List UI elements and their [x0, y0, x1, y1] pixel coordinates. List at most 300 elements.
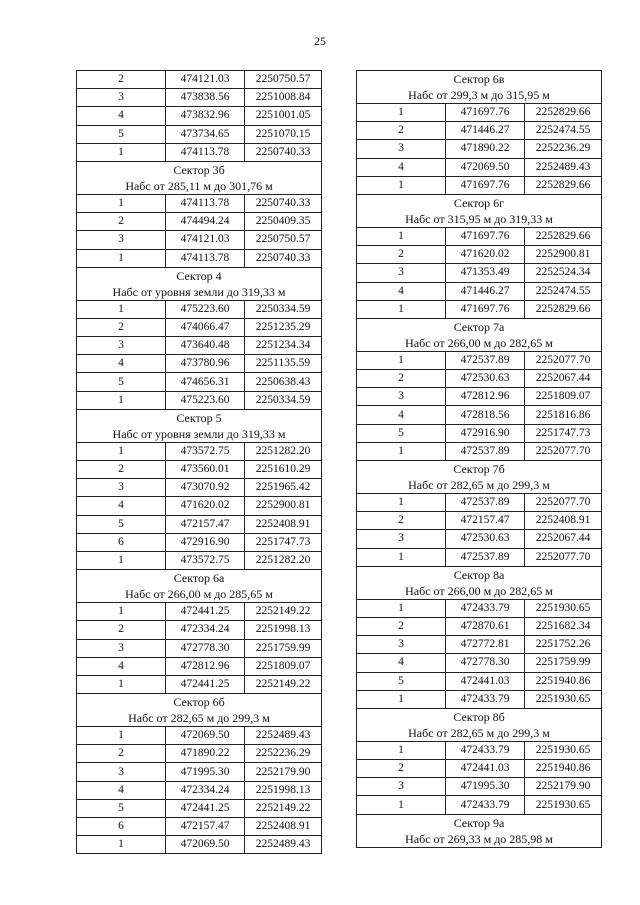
point-number-cell: 4: [77, 107, 166, 125]
point-number-cell: 1: [357, 548, 446, 566]
point-number-cell: 2: [77, 745, 166, 763]
table-row: [77, 621, 322, 639]
y-coordinate-cell: 2251234.34: [245, 337, 322, 355]
x-coordinate-cell: 472334.24: [166, 781, 245, 799]
point-number-cell: 5: [77, 515, 166, 533]
point-number-cell: 3: [77, 763, 166, 781]
x-coordinate-cell: 473734.65: [166, 125, 245, 143]
table-row: [357, 227, 602, 245]
x-coordinate-cell: 474494.24: [166, 213, 245, 231]
y-coordinate-cell: 2252077.70: [525, 548, 602, 566]
y-coordinate-cell: 2251759.99: [525, 654, 602, 672]
sector-header: [77, 161, 322, 194]
table-row: [357, 246, 602, 264]
y-coordinate-cell: 2250750.57: [245, 231, 322, 249]
y-coordinate-cell: 2251235.29: [245, 318, 322, 336]
point-number-cell: 1: [357, 741, 446, 759]
y-coordinate-cell: 2251747.73: [245, 533, 322, 551]
table-row: [357, 300, 602, 318]
sector-header-row: [357, 461, 602, 494]
y-coordinate-cell: 2250750.57: [245, 71, 322, 89]
sector-altitude-range: Набс от 266,00 м до 282,65 м: [405, 335, 553, 350]
point-number-cell: 1: [357, 227, 446, 245]
sector-title: Сектор 6б: [173, 695, 225, 710]
point-number-cell: 3: [77, 337, 166, 355]
x-coordinate-cell: 471697.76: [446, 104, 525, 122]
sector-header: [77, 694, 322, 727]
y-coordinate-cell: 2250740.33: [245, 143, 322, 161]
table-row: [357, 617, 602, 635]
x-coordinate-cell: 472069.50: [166, 836, 245, 854]
x-coordinate-cell: 471446.27: [446, 282, 525, 300]
table-row: [357, 741, 602, 759]
y-coordinate-cell: 2251930.65: [525, 690, 602, 708]
y-coordinate-cell: 2251070.15: [245, 125, 322, 143]
sector-header-row: [357, 708, 602, 741]
point-number-cell: 1: [357, 442, 446, 460]
y-coordinate-cell: 2251930.65: [525, 599, 602, 617]
point-number-cell: 1: [77, 603, 166, 621]
sector-altitude-range: Набс от 299,3 м до 315,95 м: [408, 88, 550, 102]
table-row: [77, 727, 322, 745]
sector-title: Сектор 5: [176, 410, 222, 425]
point-number-cell: 4: [77, 781, 166, 799]
y-coordinate-cell: 2252179.90: [525, 778, 602, 796]
y-coordinate-cell: 2251809.07: [525, 388, 602, 406]
y-coordinate-cell: 2252829.66: [525, 300, 602, 318]
point-number-cell: 4: [357, 282, 446, 300]
x-coordinate-cell: 471620.02: [166, 497, 245, 515]
sector-altitude-range: Набс от 266,00 м до 285,65 м: [125, 587, 273, 602]
point-number-cell: 2: [357, 122, 446, 140]
y-coordinate-cell: 2251965.42: [245, 479, 322, 497]
y-coordinate-cell: 2251610.29: [245, 461, 322, 479]
x-coordinate-cell: 472069.50: [446, 158, 525, 176]
point-number-cell: 3: [357, 778, 446, 796]
sector-header: [357, 318, 602, 351]
table-row: [77, 373, 322, 391]
y-coordinate-cell: 2250334.59: [245, 391, 322, 409]
y-coordinate-cell: 2252408.91: [525, 512, 602, 530]
x-coordinate-cell: 472433.79: [446, 690, 525, 708]
sector-header-row: [357, 814, 602, 847]
x-coordinate-cell: 471995.30: [166, 763, 245, 781]
sector-altitude-range: Набс от 282,65 м до 299,3 м: [408, 478, 550, 492]
sector-title: Сектор 8а: [453, 567, 505, 582]
sector-header: [357, 708, 602, 741]
point-number-cell: 3: [77, 639, 166, 657]
table-row: [77, 515, 322, 533]
table-row: [357, 351, 602, 369]
point-number-cell: 2: [357, 760, 446, 778]
sector-title: Сектор 9а: [453, 815, 505, 830]
y-coordinate-cell: 2252408.91: [245, 515, 322, 533]
table-row: [77, 551, 322, 569]
point-number-cell: 2: [357, 246, 446, 264]
x-coordinate-cell: 471890.22: [446, 140, 525, 158]
table-row: [357, 548, 602, 566]
point-number-cell: 3: [357, 636, 446, 654]
point-number-cell: 1: [357, 300, 446, 318]
table-row: [357, 778, 602, 796]
y-coordinate-cell: 2252524.34: [525, 264, 602, 282]
point-number-cell: 3: [77, 479, 166, 497]
y-coordinate-cell: 2252067.44: [525, 530, 602, 548]
table-row: [77, 818, 322, 836]
sector-header-row: [77, 161, 322, 194]
table-row: [357, 122, 602, 140]
y-coordinate-cell: 2252474.55: [525, 282, 602, 300]
point-number-cell: 3: [357, 388, 446, 406]
x-coordinate-cell: 472537.89: [446, 442, 525, 460]
table-row: [357, 654, 602, 672]
x-coordinate-cell: 473070.92: [166, 479, 245, 497]
sector-title: Сектор 6г: [453, 195, 505, 210]
y-coordinate-cell: 2251930.65: [525, 741, 602, 759]
point-number-cell: 1: [357, 351, 446, 369]
x-coordinate-cell: 471353.49: [446, 264, 525, 282]
x-coordinate-cell: 475223.60: [166, 391, 245, 409]
table-row: [77, 497, 322, 515]
sector-altitude-range: Набс от 269,33 м до 285,98 м: [405, 831, 553, 846]
x-coordinate-cell: 474121.03: [166, 231, 245, 249]
sector-header: [77, 409, 322, 442]
sector-header-row: [357, 566, 602, 599]
table-row: [357, 442, 602, 460]
y-coordinate-cell: 2251809.07: [245, 657, 322, 675]
point-number-cell: 1: [77, 391, 166, 409]
sector-title: Сектор 4: [176, 268, 222, 283]
point-number-cell: 1: [77, 143, 166, 161]
point-number-cell: 4: [357, 158, 446, 176]
sector-header: [77, 267, 322, 300]
point-number-cell: 1: [77, 836, 166, 854]
x-coordinate-cell: 475223.60: [166, 300, 245, 318]
x-coordinate-cell: 472530.63: [446, 530, 525, 548]
x-coordinate-cell: 474066.47: [166, 318, 245, 336]
point-number-cell: 6: [77, 818, 166, 836]
x-coordinate-cell: 472916.90: [446, 424, 525, 442]
x-coordinate-cell: 474113.78: [166, 249, 245, 267]
y-coordinate-cell: 2252474.55: [525, 122, 602, 140]
y-coordinate-cell: 2252077.70: [525, 494, 602, 512]
point-number-cell: 3: [77, 89, 166, 107]
x-coordinate-cell: 472441.25: [166, 799, 245, 817]
x-coordinate-cell: 471890.22: [166, 745, 245, 763]
point-number-cell: 1: [77, 551, 166, 569]
table-row: [77, 107, 322, 125]
point-number-cell: 2: [357, 370, 446, 388]
point-number-cell: 5: [357, 672, 446, 690]
point-number-cell: 1: [357, 599, 446, 617]
table-row: [357, 104, 602, 122]
table-row: [77, 763, 322, 781]
table-row: [357, 176, 602, 194]
table-row: [77, 781, 322, 799]
point-number-cell: 4: [77, 657, 166, 675]
y-coordinate-cell: 2252179.90: [245, 763, 322, 781]
point-number-cell: 1: [357, 796, 446, 814]
y-coordinate-cell: 2251940.86: [525, 760, 602, 778]
sector-altitude-range: Набс от 282,65 м до 299,3 м: [128, 711, 270, 726]
point-number-cell: 3: [357, 264, 446, 282]
point-number-cell: 1: [357, 176, 446, 194]
y-coordinate-cell: 2252489.43: [245, 727, 322, 745]
table-row: [357, 672, 602, 690]
point-number-cell: 6: [77, 533, 166, 551]
sector-header-row: [357, 71, 602, 104]
y-coordinate-cell: 2252067.44: [525, 370, 602, 388]
x-coordinate-cell: 472818.56: [446, 406, 525, 424]
table-row: [77, 89, 322, 107]
y-coordinate-cell: 2252489.43: [525, 158, 602, 176]
y-coordinate-cell: 2251752.26: [525, 636, 602, 654]
table-row: [357, 264, 602, 282]
table-row: [357, 424, 602, 442]
sector-header: [77, 570, 322, 603]
sector-altitude-range: Набс от 315,95 м до 319,33 м: [405, 211, 553, 226]
x-coordinate-cell: 473838.56: [166, 89, 245, 107]
y-coordinate-cell: 2252829.66: [525, 227, 602, 245]
point-number-cell: 1: [77, 675, 166, 693]
table-row: [357, 494, 602, 512]
x-coordinate-cell: 473640.48: [166, 337, 245, 355]
sector-header: [357, 71, 602, 104]
point-number-cell: 1: [77, 194, 166, 212]
point-number-cell: 2: [77, 461, 166, 479]
table-row: [357, 760, 602, 778]
sector-header-row: [357, 194, 602, 227]
table-row: [77, 603, 322, 621]
table-row: [357, 282, 602, 300]
x-coordinate-cell: 473572.75: [166, 442, 245, 460]
point-number-cell: 1: [77, 727, 166, 745]
table-row: [77, 533, 322, 551]
y-coordinate-cell: 2252149.22: [245, 603, 322, 621]
y-coordinate-cell: 2251682.34: [525, 617, 602, 635]
sector-header-row: [77, 267, 322, 300]
x-coordinate-cell: 474113.78: [166, 194, 245, 212]
table-row: [77, 318, 322, 336]
y-coordinate-cell: 2251816.86: [525, 406, 602, 424]
x-coordinate-cell: 473780.96: [166, 355, 245, 373]
point-number-cell: 2: [77, 621, 166, 639]
y-coordinate-cell: 2251930.65: [525, 796, 602, 814]
x-coordinate-cell: 474121.03: [166, 71, 245, 89]
point-number-cell: 1: [357, 104, 446, 122]
table-row: [357, 512, 602, 530]
y-coordinate-cell: 2252077.70: [525, 351, 602, 369]
y-coordinate-cell: 2251282.20: [245, 442, 322, 460]
point-number-cell: 4: [77, 497, 166, 515]
point-number-cell: 2: [357, 617, 446, 635]
table-row: [357, 406, 602, 424]
table-row: [77, 745, 322, 763]
x-coordinate-cell: 471697.76: [446, 176, 525, 194]
point-number-cell: 5: [77, 125, 166, 143]
x-coordinate-cell: 472157.47: [166, 515, 245, 533]
coordinates-table-right: [356, 70, 602, 848]
x-coordinate-cell: 472778.30: [446, 654, 525, 672]
point-number-cell: 4: [357, 406, 446, 424]
table-row: [77, 461, 322, 479]
table-row: [357, 388, 602, 406]
x-coordinate-cell: 472537.89: [446, 548, 525, 566]
x-coordinate-cell: 472157.47: [166, 818, 245, 836]
y-coordinate-cell: 2252900.81: [525, 246, 602, 264]
y-coordinate-cell: 2250638.43: [245, 373, 322, 391]
y-coordinate-cell: 2250334.59: [245, 300, 322, 318]
sector-header-row: [357, 318, 602, 351]
x-coordinate-cell: 472157.47: [446, 512, 525, 530]
x-coordinate-cell: 471995.30: [446, 778, 525, 796]
table-row: [77, 675, 322, 693]
y-coordinate-cell: 2252900.81: [245, 497, 322, 515]
y-coordinate-cell: 2250740.33: [245, 194, 322, 212]
point-number-cell: 1: [357, 494, 446, 512]
table-row: [77, 391, 322, 409]
y-coordinate-cell: 2251998.13: [245, 781, 322, 799]
y-coordinate-cell: 2252149.22: [245, 799, 322, 817]
table-row: [77, 657, 322, 675]
point-number-cell: 4: [77, 355, 166, 373]
x-coordinate-cell: 472537.89: [446, 351, 525, 369]
point-number-cell: 3: [77, 231, 166, 249]
point-number-cell: 1: [77, 442, 166, 460]
sector-header: [357, 194, 602, 227]
table-row: [77, 639, 322, 657]
y-coordinate-cell: 2252408.91: [245, 818, 322, 836]
x-coordinate-cell: 474113.78: [166, 143, 245, 161]
point-number-cell: 2: [77, 213, 166, 231]
table-row: [77, 479, 322, 497]
table-row: [77, 355, 322, 373]
x-coordinate-cell: 472441.03: [446, 760, 525, 778]
table-row: [357, 370, 602, 388]
x-coordinate-cell: 472778.30: [166, 639, 245, 657]
sector-altitude-range: Набс от 266,00 м до 282,65 м: [405, 583, 553, 598]
table-row: [77, 231, 322, 249]
x-coordinate-cell: 473560.01: [166, 461, 245, 479]
y-coordinate-cell: 2251282.20: [245, 551, 322, 569]
table-row: [77, 143, 322, 161]
y-coordinate-cell: 2252236.29: [525, 140, 602, 158]
y-coordinate-cell: 2250740.33: [245, 249, 322, 267]
point-number-cell: 4: [357, 654, 446, 672]
y-coordinate-cell: 2251135.59: [245, 355, 322, 373]
table-row: [77, 213, 322, 231]
point-number-cell: 2: [357, 512, 446, 530]
x-coordinate-cell: 472069.50: [166, 727, 245, 745]
sector-title: Сектор 7б: [453, 462, 505, 476]
sector-header: [357, 461, 602, 494]
y-coordinate-cell: 2251940.86: [525, 672, 602, 690]
y-coordinate-cell: 2251001.05: [245, 107, 322, 125]
table-row: [357, 599, 602, 617]
table-row: [357, 530, 602, 548]
sector-header: [357, 566, 602, 599]
sector-title: Сектор 8б: [453, 709, 505, 724]
x-coordinate-cell: 471697.76: [446, 300, 525, 318]
sector-header: [357, 814, 602, 847]
x-coordinate-cell: 472334.24: [166, 621, 245, 639]
sector-title: Сектор 3б: [173, 162, 225, 177]
point-number-cell: 5: [77, 799, 166, 817]
sector-title: Сектор 6в: [453, 72, 505, 86]
x-coordinate-cell: 471697.76: [446, 227, 525, 245]
y-coordinate-cell: 2252829.66: [525, 104, 602, 122]
y-coordinate-cell: 2252149.22: [245, 675, 322, 693]
table-row: [77, 442, 322, 460]
y-coordinate-cell: 2251998.13: [245, 621, 322, 639]
table-row: [357, 690, 602, 708]
table-row: [357, 636, 602, 654]
point-number-cell: 1: [77, 249, 166, 267]
table-row: [77, 249, 322, 267]
x-coordinate-cell: 472433.79: [446, 599, 525, 617]
sector-altitude-range: Набс от уровня земли до 319,33 м: [112, 284, 286, 299]
table-row: [77, 337, 322, 355]
table-row: [77, 194, 322, 212]
sector-header-row: [77, 694, 322, 727]
sector-title: Сектор 7а: [453, 319, 505, 334]
point-number-cell: 3: [357, 530, 446, 548]
x-coordinate-cell: 473572.75: [166, 551, 245, 569]
x-coordinate-cell: 472916.90: [166, 533, 245, 551]
sector-header-row: [77, 409, 322, 442]
x-coordinate-cell: 472433.79: [446, 741, 525, 759]
y-coordinate-cell: 2251759.99: [245, 639, 322, 657]
table-row: [77, 71, 322, 89]
x-coordinate-cell: 472812.96: [446, 388, 525, 406]
x-coordinate-cell: 472772.81: [446, 636, 525, 654]
table-row: [357, 158, 602, 176]
x-coordinate-cell: 472433.79: [446, 796, 525, 814]
point-number-cell: 1: [77, 300, 166, 318]
x-coordinate-cell: 472441.25: [166, 675, 245, 693]
y-coordinate-cell: 2252236.29: [245, 745, 322, 763]
y-coordinate-cell: 2252829.66: [525, 176, 602, 194]
point-number-cell: 5: [357, 424, 446, 442]
point-number-cell: 1: [357, 690, 446, 708]
x-coordinate-cell: 472441.25: [166, 603, 245, 621]
x-coordinate-cell: 471620.02: [446, 246, 525, 264]
y-coordinate-cell: 2251008.84: [245, 89, 322, 107]
sector-header-row: [77, 570, 322, 603]
point-number-cell: 2: [77, 71, 166, 89]
y-coordinate-cell: 2252077.70: [525, 442, 602, 460]
table-row: [77, 300, 322, 318]
x-coordinate-cell: 472870.61: [446, 617, 525, 635]
x-coordinate-cell: 472537.89: [446, 494, 525, 512]
page-number: 25: [314, 34, 326, 48]
x-coordinate-cell: 474656.31: [166, 373, 245, 391]
x-coordinate-cell: 472441.03: [446, 672, 525, 690]
table-row: [77, 799, 322, 817]
coordinates-table-left: [76, 70, 322, 854]
y-coordinate-cell: 2250409.35: [245, 213, 322, 231]
table-row: [357, 796, 602, 814]
table-row: [357, 140, 602, 158]
point-number-cell: 2: [77, 318, 166, 336]
sector-title: Сектор 6а: [173, 571, 225, 586]
x-coordinate-cell: 471446.27: [446, 122, 525, 140]
sector-altitude-range: Набс от 285,11 м до 301,76 м: [125, 178, 273, 193]
x-coordinate-cell: 473832.96: [166, 107, 245, 125]
y-coordinate-cell: 2252489.43: [245, 836, 322, 854]
sector-altitude-range: Набс от уровня земли до 319,33 м: [112, 426, 286, 441]
x-coordinate-cell: 472812.96: [166, 657, 245, 675]
